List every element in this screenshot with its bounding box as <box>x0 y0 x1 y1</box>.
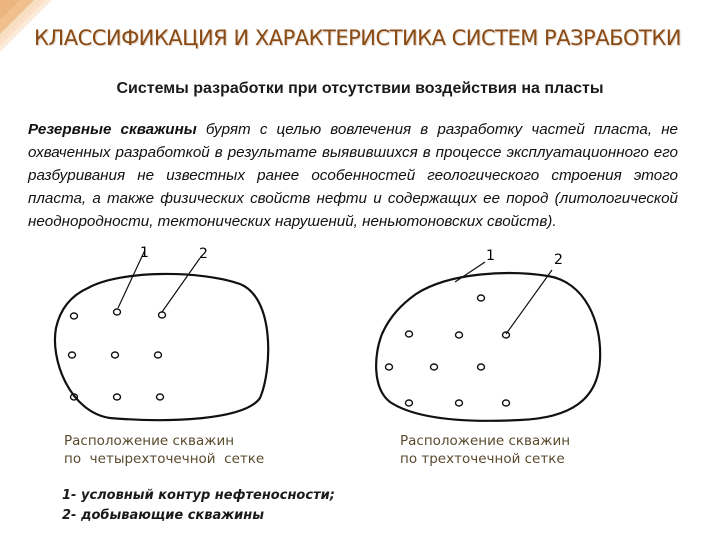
leader-line-2 <box>506 270 552 334</box>
label-1: 1 <box>140 245 149 261</box>
label-2: 2 <box>199 246 208 262</box>
oil-contour-outline <box>55 274 268 420</box>
caption-four-point <box>64 432 264 468</box>
legend <box>62 486 335 526</box>
well-marker <box>386 364 393 370</box>
leader-line-2 <box>162 258 200 312</box>
diagram-three-point-grid <box>370 242 610 432</box>
slide-title: КЛАССИФИКАЦИЯ И ХАРАКТЕРИСТИКА СИСТЕМ РАЗРАБОТКИ <box>34 26 681 50</box>
slide-subtitle: Системы разработки при отсутствии воздействия на пласты <box>116 80 604 97</box>
caption-line: Расположение скважин <box>64 433 235 449</box>
well-marker <box>159 312 166 318</box>
caption-line: по четырехточечной сетке <box>64 451 265 467</box>
well-marker <box>157 394 164 400</box>
well-marker <box>431 364 438 370</box>
well-marker <box>406 400 413 406</box>
well-marker <box>112 352 119 358</box>
label-2: 2 <box>554 252 563 268</box>
legend-item-2: 2- добывающие скважины <box>62 508 265 523</box>
body-lead-term: Резервные скважины <box>28 121 197 138</box>
diagram-four-point-grid <box>50 240 290 430</box>
well-marker <box>456 332 463 338</box>
label-1: 1 <box>486 248 495 264</box>
oil-contour-outline <box>376 273 600 421</box>
well-marker <box>114 309 121 315</box>
body-paragraph <box>28 118 678 233</box>
well-markers <box>69 309 166 400</box>
well-marker <box>503 332 510 338</box>
leader-line-1 <box>455 262 485 282</box>
caption-three-point <box>400 432 570 468</box>
well-marker <box>69 352 76 358</box>
well-marker <box>114 394 121 400</box>
well-marker <box>155 352 162 358</box>
well-marker <box>503 400 510 406</box>
well-markers <box>386 295 510 406</box>
well-marker <box>478 364 485 370</box>
body-description: бурят с целью вовлечения в разработку частей пласта, не охваченных разработкой в результате выявившихся в процессе эксплуатационного его разбуривания не известных ранее особенностей геологического строения этого пласта, а также физических свойств нефти и содержащих ее пород (литологической неоднородности, тектонических нарушений, неньютоновских свойств). <box>28 121 678 230</box>
caption-line: Расположение скважин <box>400 433 571 449</box>
well-marker <box>71 313 78 319</box>
caption-line: по трехточечной сетке <box>400 451 565 467</box>
well-marker <box>406 331 413 337</box>
well-marker <box>456 400 463 406</box>
well-marker <box>478 295 485 301</box>
legend-item-1: 1- условный контур нефтеносности; <box>62 488 335 503</box>
